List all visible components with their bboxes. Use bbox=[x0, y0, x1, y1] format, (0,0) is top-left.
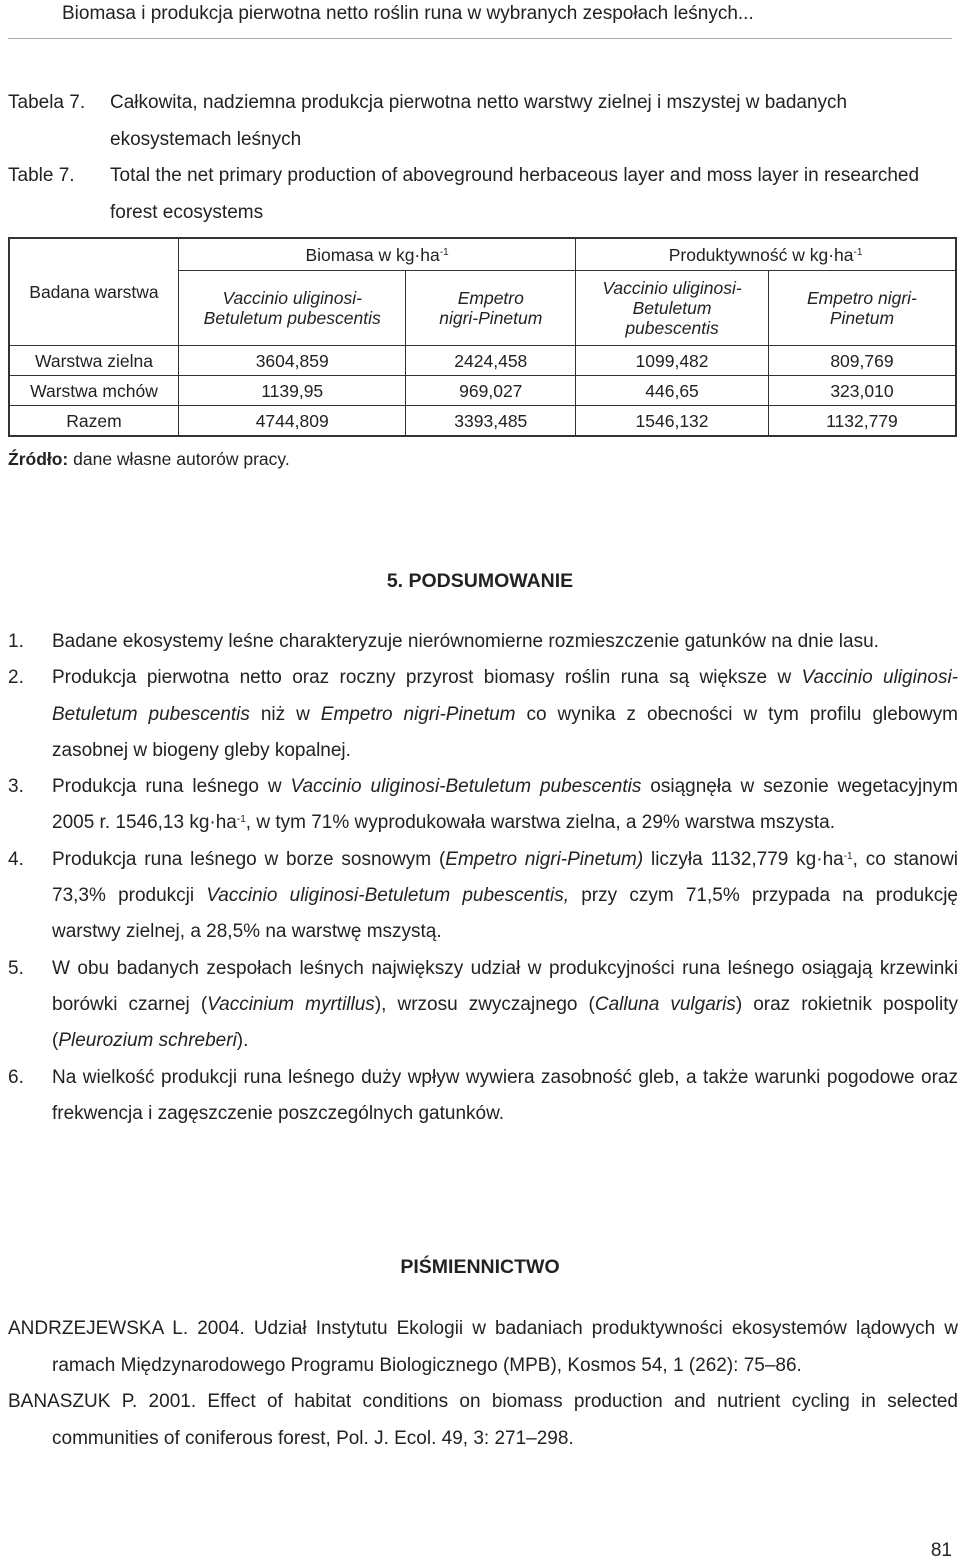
col-header-vaccinio-productivity: Vaccinio uliginosi-Betuletum pubescentis bbox=[576, 271, 769, 346]
table-cell: 1139,95 bbox=[178, 376, 405, 406]
references-title: PIŚMIENNICTWO bbox=[400, 1256, 560, 1278]
table-cell: 1132,779 bbox=[768, 406, 956, 437]
group-header-biomass: Biomasa w $kg\cdot ha^{-1}$ bbox=[178, 238, 575, 271]
table-cell: 969,027 bbox=[406, 376, 576, 406]
conclusions-list bbox=[8, 624, 958, 1132]
row-label: Warstwa zielna bbox=[9, 346, 178, 376]
row-label: Razem bbox=[9, 406, 178, 437]
table-cell: 1546,132 bbox=[576, 406, 769, 437]
table-source-note bbox=[8, 449, 290, 470]
list-item: 5. W obu badanych zespołach leśnych największy udział w produkcyjności runa leśnego osiągają krzewinki borówki czarnej (Vaccinium myrtillus), wrzosu zwyczajnego (Calluna vulgaris) oraz rokietnik pospolity (Pleurozium schreberi). bbox=[8, 957, 958, 1052]
row-label: Warstwa mchów bbox=[9, 376, 178, 406]
header-rule bbox=[8, 38, 952, 39]
table-row bbox=[9, 346, 956, 376]
references-list bbox=[8, 1311, 958, 1457]
table-cell: 446,65 bbox=[576, 376, 769, 406]
row-header-cell: Badana warstwa bbox=[9, 238, 178, 346]
table-row bbox=[9, 376, 956, 406]
data-table bbox=[8, 237, 957, 437]
table-cell: 4744,809 bbox=[178, 406, 405, 437]
table-cell: 3604,859 bbox=[178, 346, 405, 376]
table-cell: 2424,458 bbox=[406, 346, 576, 376]
caption-label-en: Table 7. bbox=[8, 165, 75, 186]
caption-text-pl: Całkowita, nadziemna produkcja pierwotna netto warstwy zielnej i mszystej w badanych ekosystemach leśnych bbox=[110, 92, 848, 150]
col-header-empetro-biomass: Empetro nigri-Pinetum bbox=[406, 271, 576, 346]
running-head: Biomasa i produkcja pierwotna netto roślin runa w wybranych zespołach leśnych... bbox=[62, 3, 754, 24]
list-item: 2. Produkcja pierwotna netto oraz roczny przyrost biomasy roślin runa są większe w Vaccinio uliginosi-Betuletum pubescentis niż w Empetro nigri-Pinetum co wynika z obecności w tym profilu glebowym zasobnej w biogeny gleby kopalnej. bbox=[8, 667, 959, 761]
section-title: 5. PODSUMOWANIE bbox=[386, 570, 574, 592]
list-item: 6. Na wielkość produkcji runa leśnego duży wpływ wywiera zasobność gleb, a także warunki pogodowe oraz frekwencja i zagęszczenie poszczególnych gatunków. bbox=[8, 1066, 958, 1124]
table-cell: 809,769 bbox=[768, 346, 956, 376]
list-item: 1. Badane ekosystemy leśne charakteryzuje nierównomierne rozmieszczenie gatunków na dnie lasu. bbox=[8, 631, 879, 652]
table-cell: 1099,482 bbox=[576, 346, 769, 376]
source-text: dane własne autorów pracy. bbox=[68, 449, 290, 469]
table-cell: 3393,485 bbox=[406, 406, 576, 437]
group-header-productivity: Produktywność w $kg\cdot ha^{-1}$ bbox=[576, 238, 956, 271]
caption-text-en: Total the net primary production of aboveground herbaceous layer and moss layer in researched forest ecosystems bbox=[110, 165, 920, 223]
reference-entry: BANASZUK P. 2001. Effect of habitat conditions on biomass production and nutrient cycling in selected communities of coniferous forest, Pol. J. Ecol. 49, 3: 271–298. bbox=[8, 1391, 958, 1449]
table-row bbox=[9, 406, 956, 437]
source-label: Źródło: bbox=[8, 449, 69, 469]
col-header-vaccinio-biomass: Vaccinio uliginosi-Betuletum pubescentis bbox=[178, 271, 405, 346]
list-item: 3. Produkcja runa leśnego w Vaccinio uliginosi-Betuletum pubescentis osiągnęła w sezonie wegetacyjnym 2005 r. 1546,13 $kg\cdot ha^{-1}$, w tym 71% wyprodukowała warstwa zielna, a 29% warstwa mszysta. bbox=[8, 776, 958, 834]
caption-label-pl: Tabela 7. bbox=[8, 92, 86, 113]
col-header-empetro-productivity: Empetro nigri-Pinetum bbox=[768, 271, 956, 346]
reference-entry: ANDRZEJEWSKA L. 2004. Udział Instytutu Ekologii w badaniach produktywności ekosystemów lądowych w ramach Międzynarodowego Programu Biologicznego (MPB), Kosmos 54, 1 (262): 75–86. bbox=[8, 1318, 958, 1376]
list-item: 4. Produkcja runa leśnego w borze sosnowym (Empetro nigri-Pinetum) liczyła 1132,779 $kg\cdot ha^{-1}$, co stanowi 73,3% produkcji Vaccinio uliginosi-Betuletum pubescentis, przy czym 71,5% przypada na produkcję warstwy zielnej, a 28,5% na warstwę mszystą. bbox=[8, 848, 959, 943]
page-number: 81 bbox=[930, 1540, 952, 1561]
table-cell: 323,010 bbox=[768, 376, 956, 406]
